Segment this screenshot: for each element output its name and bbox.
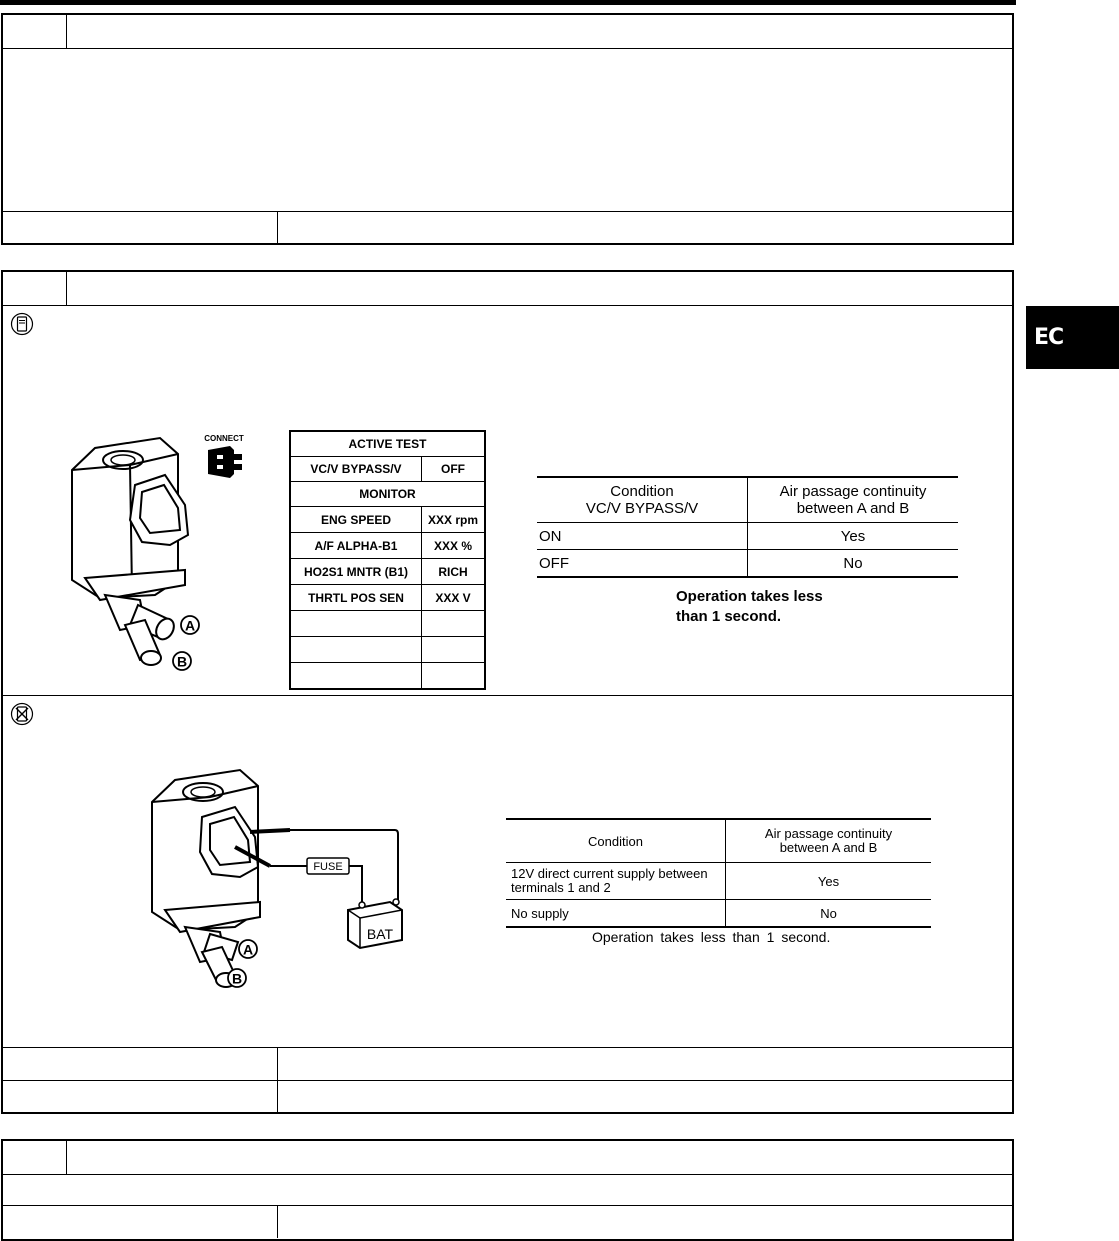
active-test-table [289,430,486,690]
monitor-value: XXX V [422,585,486,611]
battery-label: BAT [366,926,394,942]
monitor-value [422,637,486,663]
monitor-value: RICH [422,559,486,585]
monitor-item [290,637,422,663]
step-card-header [3,1141,1012,1175]
port-a-label: A [184,617,196,634]
result-label-cell [3,212,278,244]
condition-cell: OFF [537,550,748,578]
result-label-cell [3,1206,278,1238]
step-card-1 [1,13,1014,245]
result-cell: No [726,900,932,928]
monitor-value [422,611,486,637]
operation-note-line1: Operation takes less [676,588,823,605]
monitor-item: A/F ALPHA-B1 [290,533,422,559]
result-header-line2: between A and B [796,500,910,517]
active-test-value: OFF [422,457,486,482]
result-cell: No [748,550,959,578]
condition-header: Condition [506,819,726,863]
result-label-cell [3,1048,278,1080]
condition-table-manual [506,818,931,928]
fuse-label: FUSE [313,861,343,873]
section-divider [3,695,1012,696]
condition-cell-line1: No supply [506,900,726,928]
step-card-3 [1,1139,1014,1241]
condition-header-line2: VC/V BYPASS/V [585,500,699,517]
monitor-value: XXX % [422,533,486,559]
active-test-item: VC/V BYPASS/V [290,457,422,482]
solenoid-valve-battery-illustration [140,762,420,992]
result-header-line1: Air passage continuity [764,826,893,841]
top-rule [0,0,1016,5]
step-number-cell [3,15,67,48]
monitor-label: MONITOR [290,482,485,507]
port-b-label: B [231,970,243,987]
step-number-cell [3,272,67,305]
monitor-item [290,611,422,637]
step-card-header [3,15,1012,49]
section-tab-ec[interactable]: EC [1026,306,1119,369]
operation-note [676,587,823,627]
connect-label: CONNECT [204,434,244,443]
result-label-cell [3,1081,278,1113]
step-result-row-ok [3,1047,1012,1080]
monitor-value: XXX rpm [422,507,486,533]
step-card-header [3,272,1012,306]
monitor-item: HO2S1 MNTR (B1) [290,559,422,585]
result-header-line2: between A and B [779,840,878,855]
monitor-item: ENG SPEED [290,507,422,533]
active-test-title: ACTIVE TEST [290,431,485,457]
consult-without-icon [10,702,34,726]
monitor-value [422,663,486,690]
consult-with-icon [10,312,34,336]
step-number-cell [3,1141,67,1174]
step-result-row-ng [3,1080,1012,1113]
condition-cell: ON [537,523,748,550]
condition-cell-line2: terminals 1 and 2 [511,880,611,895]
result-cell: Yes [748,523,959,550]
monitor-item: THRTL POS SEN [290,585,422,611]
port-a-label: A [242,941,254,958]
step-result-row [3,211,1012,244]
connect-icon [198,432,250,482]
result-header-line1: Air passage continuity [779,483,927,500]
condition-table-consult [537,476,958,578]
condition-cell-line1: 12V direct current supply between [511,866,708,881]
result-cell: Yes [726,863,932,900]
operation-note-2: Operation takes less than 1 second. [592,929,831,945]
condition-header-line1: Condition [610,483,674,500]
port-b-label: B [176,653,188,670]
monitor-item [290,663,422,690]
operation-note-line2: than 1 second. [676,608,782,625]
step-result-row [3,1205,1012,1238]
